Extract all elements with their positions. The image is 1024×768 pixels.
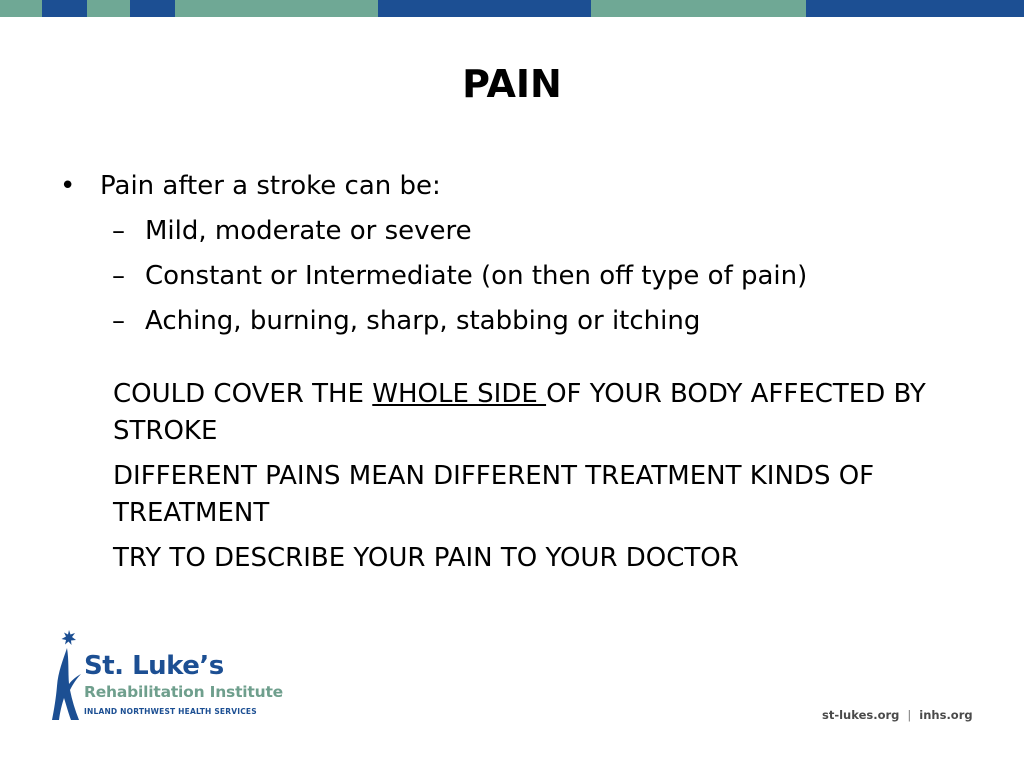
logo-name: St. Luke’s (84, 651, 224, 681)
paragraph-whole-side (113, 376, 980, 450)
sub-item (60, 258, 980, 295)
logo-subtitle: Rehabilitation Institute (84, 683, 283, 701)
dash-mark: – (112, 306, 125, 336)
dash-mark: – (112, 261, 125, 291)
top-bar-segment (378, 0, 591, 17)
top-bar-segment (130, 0, 175, 17)
bullet-item (60, 168, 980, 205)
sub-item-text: Aching, burning, sharp, stabbing or itching (145, 306, 701, 336)
slide-body (60, 168, 980, 577)
footer-separator: | (907, 708, 912, 722)
sub-item (60, 303, 980, 340)
paragraph-text: OF YOUR BODY AFFECTED BY STROKE (113, 379, 926, 446)
bullet-mark: • (60, 171, 76, 201)
footer-links (822, 708, 973, 722)
logo-tagline: INLAND NORTHWEST HEALTH SERVICES (84, 707, 257, 716)
sub-item-text: Constant or Intermediate (on then off type of pain) (145, 261, 808, 291)
top-bar-segment (175, 0, 378, 17)
paragraph-describe-pain: TRY TO DESCRIBE YOUR PAIN TO YOUR DOCTOR (113, 543, 739, 573)
bullet-text: Pain after a stroke can be: (100, 171, 441, 201)
top-bar-segment (0, 0, 42, 17)
top-bar-segment (806, 0, 1024, 17)
top-bar-segment (591, 0, 806, 17)
paragraph-different-pains: DIFFERENT PAINS MEAN DIFFERENT TREATMENT KINDS OF TREATMENT (113, 461, 875, 528)
top-color-bar (0, 0, 1024, 17)
top-bar-segment (42, 0, 87, 17)
sub-item-text: Mild, moderate or severe (145, 216, 472, 246)
slide-title: PAIN (462, 62, 562, 106)
footer-link-st-lukes[interactable]: st-lukes.org (822, 708, 900, 722)
sub-item (60, 213, 980, 250)
top-bar-segment (87, 0, 130, 17)
underlined-text: WHOLE SIDE (372, 379, 547, 409)
dash-mark: – (112, 216, 125, 246)
footer-link-inhs[interactable]: inhs.org (919, 708, 973, 722)
paragraph-text: COULD COVER THE (113, 379, 373, 409)
